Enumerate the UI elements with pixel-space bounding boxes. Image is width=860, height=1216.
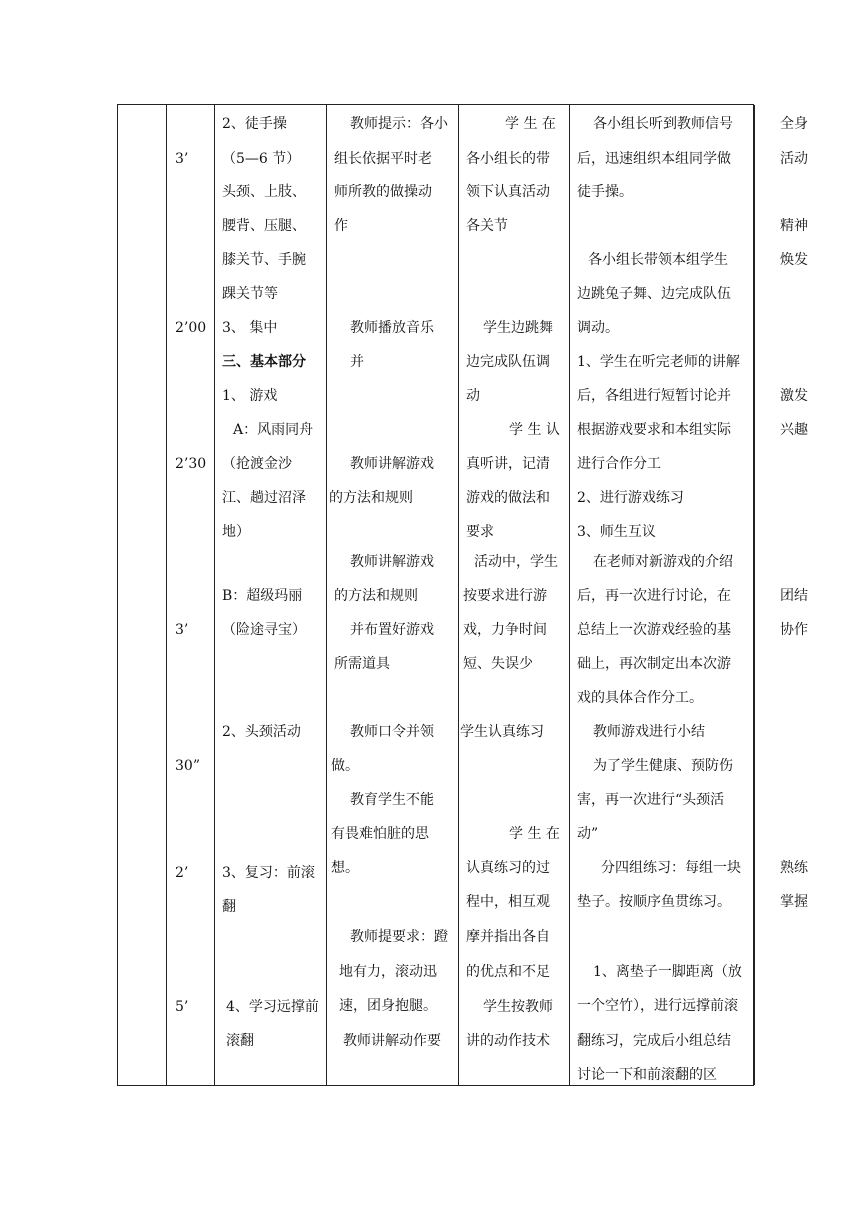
teacher-line: 教师口令并领: [350, 724, 434, 740]
organization-line: 进行合作分工: [577, 456, 661, 472]
organization-line: 总结上一次游戏经验的基: [577, 622, 731, 638]
column-divider: [458, 105, 459, 1085]
aim-line: 协作: [780, 622, 808, 638]
student-line: 学生边跳舞: [483, 320, 553, 336]
student-line: 按要求进行游: [463, 588, 547, 604]
organization-line: 戏的具体合作分工。: [577, 690, 703, 706]
aim-line: 激发: [780, 388, 808, 404]
time-cell: 2’00: [175, 320, 207, 336]
teacher-line: 组长依据平时老: [334, 151, 432, 167]
teacher-line: 教师提示：各小: [350, 116, 448, 132]
teacher-line: 教师讲解游戏: [350, 456, 434, 472]
time-cell: 3’: [175, 622, 189, 638]
lesson-plan-table: [117, 104, 808, 1086]
column-divider: [166, 105, 167, 1085]
organization-line: 分四组练习：每组一块: [601, 860, 741, 876]
column-divider: [569, 105, 570, 1085]
teacher-line: 地有力，滚动迅: [339, 964, 437, 980]
aim-line: 兴趣: [780, 422, 808, 438]
teacher-line: 想。: [331, 860, 359, 876]
organization-line: 各小组长听到教师信号: [593, 116, 733, 132]
teacher-line: 有畏难怕脏的思: [331, 826, 429, 842]
content-line: （抢渡金沙: [222, 456, 292, 472]
teacher-line: 的方法和规则: [329, 490, 413, 506]
student-line: 戏，力争时间: [463, 622, 547, 638]
content-line: 3、 集中: [222, 320, 278, 336]
content-line: 头颈、上肢、: [222, 184, 306, 200]
column-divider: [214, 105, 215, 1085]
content-line: 2、徒手操: [222, 116, 287, 132]
time-cell: 30”: [175, 758, 200, 774]
student-line: 学生按教师: [483, 999, 553, 1015]
organization-line: 后，迅速组织本组同学做: [577, 151, 731, 167]
organization-line: 讨论一下和前滚翻的区: [577, 1067, 717, 1083]
content-line: （5—6 节）: [222, 151, 301, 167]
content-line: （险途寻宝）: [222, 622, 306, 638]
content-line: 地）: [222, 524, 250, 540]
teacher-line: 教师播放音乐: [350, 320, 434, 336]
organization-line: 徒手操。: [577, 184, 633, 200]
teacher-line: 做。: [331, 758, 359, 774]
organization-line: 3、师生互议: [577, 524, 656, 540]
organization-line: 1、离垫子一脚距离（放: [593, 964, 742, 980]
organization-line: 垫子。按顺序鱼贯练习。: [577, 894, 731, 910]
content-line: 腰背、压腿、: [222, 218, 306, 234]
student-line: 各小组长的带: [466, 151, 550, 167]
student-line: 要求: [466, 524, 494, 540]
organization-line: 教师游戏进行小结: [593, 724, 705, 740]
organization-line: 各小组长带领本组学生: [588, 252, 728, 268]
teacher-line: 作: [334, 218, 348, 234]
time-cell: 2’30: [175, 456, 207, 472]
column-divider: [754, 105, 755, 1085]
teacher-line: 教育学生不能: [350, 792, 434, 808]
content-line: 2、头颈活动: [222, 724, 301, 740]
teacher-line: 的方法和规则: [334, 588, 418, 604]
time-cell: 2’: [175, 865, 189, 881]
student-line: 短、失误少: [463, 656, 533, 672]
student-line: 学 生 在: [509, 826, 560, 842]
student-line: 领下认真活动: [466, 184, 550, 200]
section-heading: 三、基本部分: [222, 354, 306, 370]
student-line: 各关节: [466, 218, 508, 234]
content-line: 江、趟过沼泽: [222, 490, 306, 506]
teacher-line: 速，团身抱腿。: [339, 998, 437, 1014]
organization-line: 一个空竹），进行远撑前滚: [577, 998, 738, 1014]
content-line: 翻: [222, 899, 236, 915]
teacher-line: 所需道具: [334, 656, 390, 672]
student-line: 游戏的做法和: [466, 490, 550, 506]
organization-line: 调动。: [577, 320, 619, 336]
student-line: 认真练习的过: [466, 860, 550, 876]
teacher-line: 教师提要求：蹬: [350, 929, 448, 945]
student-line: 摩并指出各自: [466, 929, 550, 945]
organization-line: 在老师对新游戏的介绍: [593, 554, 733, 570]
content-line: 膝关节、手腕: [222, 252, 306, 268]
organization-line: 2、进行游戏练习: [577, 490, 684, 506]
student-line: 边完成队伍调: [466, 354, 550, 370]
content-line: 3、复习：前滚: [222, 865, 315, 881]
teacher-line: 并布置好游戏: [350, 622, 434, 638]
organization-line: 害，再一次进行“头颈活: [577, 792, 725, 808]
student-line: 程中，相互观: [466, 894, 550, 910]
content-line: 滚翻: [226, 1033, 254, 1049]
aim-line: 活动: [780, 151, 808, 167]
aim-line: 熟练: [780, 860, 808, 876]
teacher-line: 师所教的做操动: [334, 184, 432, 200]
aim-line: 全身: [780, 116, 808, 132]
organization-line: 边跳兔子舞、边完成队伍: [577, 286, 731, 302]
student-line: 学 生 在: [505, 116, 556, 132]
organization-line: 后，各组进行短暂讨论并: [577, 388, 731, 404]
content-line: 1、 游戏: [222, 388, 278, 404]
content-line: 4、学习远撑前: [226, 999, 319, 1015]
organization-line: 为了学生健康、预防伤: [593, 758, 733, 774]
time-cell: 5’: [175, 999, 189, 1015]
aim-line: 团结: [780, 588, 808, 604]
content-line: 踝关节等: [222, 286, 278, 302]
content-line: B：超级玛丽: [222, 588, 303, 604]
student-line: 的优点和不足: [466, 964, 550, 980]
student-line: 讲的动作技术: [466, 1033, 550, 1049]
aim-line: 掌握: [780, 894, 808, 910]
student-line: 学生认真练习: [460, 724, 544, 740]
organization-line: 动”: [577, 826, 599, 842]
organization-line: 根据游戏要求和本组实际: [577, 422, 731, 438]
time-cell: 3’: [175, 151, 189, 167]
organization-line: 翻练习，完成后小组总结: [577, 1033, 731, 1049]
organization-line: 1、学生在听完老师的讲解: [577, 354, 740, 370]
organization-line: 后，再一次进行讨论，在: [577, 588, 731, 604]
student-line: 学 生 认: [509, 422, 560, 438]
teacher-line: 教师讲解动作要: [343, 1033, 441, 1049]
aim-line: 焕发: [780, 252, 808, 268]
student-line: 活动中，学生: [474, 554, 558, 570]
teacher-line: 并: [350, 354, 364, 370]
organization-line: 础上，再次制定出本次游: [577, 656, 731, 672]
column-divider: [326, 105, 327, 1085]
content-line: A：风雨同舟: [233, 422, 314, 438]
student-line: 真听讲，记清: [466, 456, 550, 472]
student-line: 动: [466, 388, 480, 404]
aim-line: 精神: [780, 218, 808, 234]
teacher-line: 教师讲解游戏: [350, 554, 434, 570]
